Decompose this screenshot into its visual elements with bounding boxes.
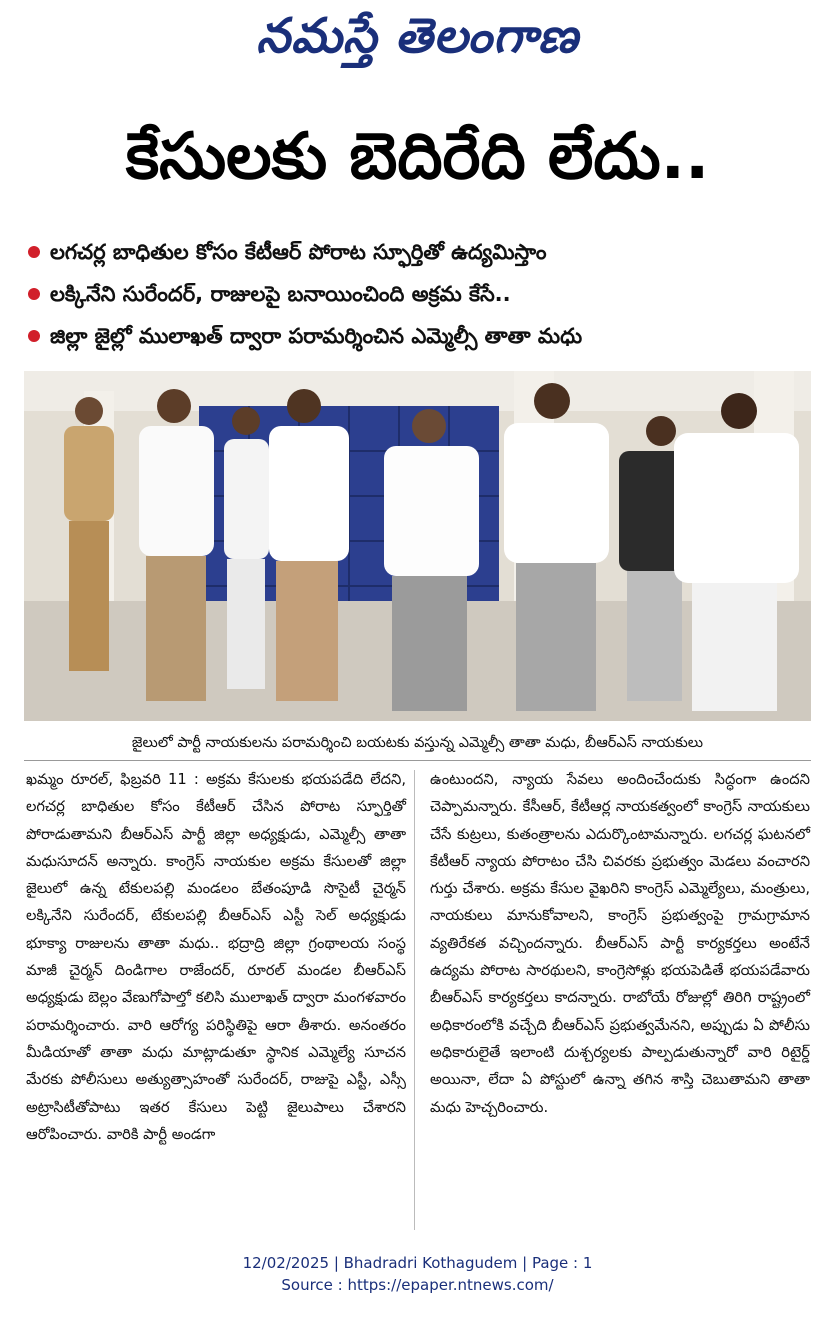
footer-date-edition: 12/02/2025 | Bhadradri Kothagudem | Page : 1 bbox=[242, 1254, 593, 1272]
bullet-item bbox=[28, 232, 818, 274]
photo-illustration bbox=[24, 371, 811, 721]
page-footer bbox=[0, 1252, 835, 1296]
headline: కేసులకు బెదిరేది లేదు.. bbox=[125, 120, 710, 194]
bullet-item bbox=[28, 316, 818, 358]
article-text-left: ఖమ్మం రూరల్, ఫిబ్రవరి 11 : అక్రమ కేసులకు భయపడేది లేదని, లగచర్ల బాధితుల కోసం కేటీఆర్ చేసిన పోరాట స్ఫూర్తితో పోరాడుతామని బీఆర్ఎస్ పార్టీ జిల్లా అధ్యక్షుడు, ఎమ్మెల్సీ తాతా మధుసూదన్ అన్నారు. కాంగ్రెస్ నాయకుల అక్రమ కేసులతో జిల్లా జైలులో ఉన్న టేకులపల్లి మండలం బేతంపూడి సొసైటీ చైర్మన్ లక్కినేని సురేందర్, టేకులపల్లి బీఆర్ఎస్ ఎస్టీ సెల్ అధ్యక్షుడు భూక్యా రాజులను తాతా మధు.. భద్రాద్రి జిల్లా గ్రంథాలయ సంస్థ మాజీ చైర్మన్ దిండిగాల రాజేందర్, రూరల్ మండల బీఆర్ఎస్ అధ్యక్షుడు బెల్లం వేణుగోపాల్తో కలిసి ములాఖత్ ద్వారా మంగళవారం పరామర్శించారు. వారి ఆరోగ్య పరిస్థితిపై ఆరా తీశారు. అనంతరం మీడియాతో తాతా మధు మాట్లాడుతూ స్థానిక ఎమ్మెల్యే సూచన మేరకు పోలీసులు అత్యుత్సాహంతో సురేందర్, రాజుపై ఎస్టీ, ఎస్సీ అట్రాసిటీతోపాటు ఇతర కేసులు పెట్టి జైలుపాలు చేశారని ఆరోపించారు. వారికి పార్టీ అండగా bbox=[26, 771, 406, 1143]
article-column-right bbox=[430, 766, 810, 1121]
column-divider bbox=[414, 770, 415, 1230]
bullet-text: జిల్లా జైల్లో ములాఖత్ ద్వారా పరామర్శించిన ఎమ్మెల్సీ తాతా మధు bbox=[50, 324, 583, 348]
bullet-text: లక్కినేని సురేందర్, రాజులపై బనాయించింది అక్రమ కేసే.. bbox=[50, 282, 511, 306]
bullet-item bbox=[28, 274, 818, 316]
footer-source: Source : https://epaper.ntnews.com/ bbox=[281, 1276, 554, 1294]
caption-divider bbox=[24, 760, 811, 761]
bullet-list bbox=[28, 232, 818, 358]
bullet-dot-icon bbox=[28, 246, 40, 258]
masthead-logo: నమస్తే తెలంగాణ bbox=[256, 8, 579, 64]
article-column-left bbox=[26, 766, 406, 1148]
photo-caption: జైలులో పార్టీ నాయకులను పరామర్శించి బయటకు వస్తున్న ఎమ్మెల్సీ తాతా మధు, బీఆర్ఎస్ నాయకులు bbox=[131, 735, 704, 751]
article-text-right: ఉంటుందని, న్యాయ సేవలు అందించేందుకు సిద్ధంగా ఉందని చెప్పామన్నారు. కేసీఆర్, కేటీఆర్ల నాయకత్వంలో కాంగ్రెస్ నాయకులు చేసే కుట్రలు, కుతంత్రాలను ఎదుర్కొంటామన్నారు. లగచర్ల ఘటనలో కేటీఆర్ న్యాయ పోరాటం చేసి చివరకు ప్రభుత్వం మెడలు వంచారని గుర్తు చేశారు. అక్రమ కేసుల వైఖరిని కాంగ్రెస్ ఎమ్మెల్యేలు, మంత్రులు, నాయకులు మానుకోవాలని, కాంగ్రెస్ ప్రభుత్వంపై గ్రామగ్రామాన వ్యతిరేకత వచ్చిందన్నారు. బీఆర్ఎస్ పార్టీ కార్యకర్తలు అంటేనే ఉద్యమ పోరాట సారథులని, కాంగ్రెసోళ్లు భయపెడితే భయపడేవారు బీఆర్ఎస్ కార్యకర్తలు కాదన్నారు. రాబోయే రోజుల్లో తిరిగి రాష్ట్రంలో అధికారంలోకి వచ్చేది బీఆర్ఎస్ ప్రభుత్వమేనని, అప్పుడు ఏ పోలీసు అధికారులైతే ఇలాంటి దుశ్చర్యలకు పాల్పడుతున్నారో వారి రిటైర్డ్ అయినా, లేదా ఏ పోస్టులో ఉన్నా తగిన శాస్తి చెబుతామని తాతా మధు హెచ్చరించారు. bbox=[430, 771, 810, 1116]
news-photo bbox=[24, 371, 811, 721]
bullet-dot-icon bbox=[28, 330, 40, 342]
bullet-text: లగచర్ల బాధితుల కోసం కేటీఆర్ పోరాట స్ఫూర్తితో ఉద్యమిస్తాం bbox=[50, 240, 547, 264]
bullet-dot-icon bbox=[28, 288, 40, 300]
